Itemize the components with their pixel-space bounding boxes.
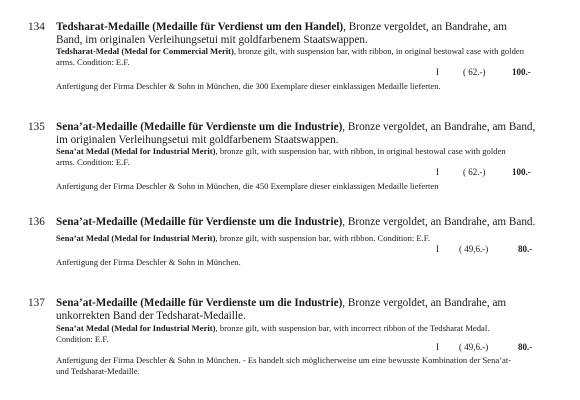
lot-grade: I xyxy=(436,244,439,254)
lot-price: 80.- xyxy=(518,244,533,254)
lot-title-de: Tedsharat-Medaille (Medaille für Verdienst um den Handel) xyxy=(56,21,344,33)
lot-title-en: Sena’at Medal (Medal for Industrial Merit) xyxy=(56,233,216,243)
lot-description-en xyxy=(56,46,526,68)
lot-description-en xyxy=(56,146,526,168)
lot-description-de xyxy=(56,21,536,47)
lot-details-en: , bronze gilt, with suspension bar, with incorrect ribbon of the Tedsharat Medal. Condition: E.F. xyxy=(56,323,490,344)
lot-details-de: , Bronze vergoldet, an Bandrahe, am Band, im originalen Verleihungsetui mit goldfarbenem Staatswappen. xyxy=(56,121,536,146)
lot-grade: I xyxy=(436,67,439,77)
lot-details-de: , Bronze vergoldet, an Bandrahe, am Band, im originalen Verleihungsetui mit goldfarbenem Staatswappen. xyxy=(56,21,507,46)
lot-estimate: ( 49,6.-) xyxy=(459,244,489,254)
lot-details-de: , Bronze vergoldet, an Bandrahe, am Band. xyxy=(342,216,536,228)
lot-description-en xyxy=(56,323,526,345)
lot-price: 80.- xyxy=(518,342,533,352)
lot-title-en: Sena’at Medal (Medal for Industrial Merit) xyxy=(56,146,216,156)
lot-note: Anfertigung der Firma Deschler & Sohn in München, die 300 Exemplare dieser einklassigen Medaille lieferten. xyxy=(56,81,441,91)
lot-title-de: Sena’at-Medaille (Medaille für Verdienste um die Industrie) xyxy=(56,297,343,309)
lot-details-en: , bronze gilt, with suspension bar, with ribbon, in original bestowal case with golden arms. Condition: E.F. xyxy=(56,146,506,167)
lot-title-de: Sena’at-Medaille (Medaille für Verdienste um die Industrie) xyxy=(56,216,343,228)
lot-description-en xyxy=(56,233,526,244)
lot-note: Anfertigung der Firma Deschler & Sohn in München. xyxy=(56,257,241,267)
lot-number: 136 xyxy=(28,216,45,228)
lot-title-en: Sena’at Medal (Medal for Industrial Merit) xyxy=(56,323,216,333)
lot-description-de xyxy=(56,121,536,147)
lot-price: 100.- xyxy=(512,167,531,177)
lot-details-en: , bronze gilt, with suspension bar, with ribbon. Condition: E.F. xyxy=(215,233,431,243)
lot-title-en: Tedsharat-Medal (Medal for Commercial Merit) xyxy=(56,46,234,56)
lot-description-de xyxy=(56,216,536,229)
lot-details-en: , bronze gilt, with suspension bar, with ribbon, in original bestowal case with golden arms. Condition: E.F. xyxy=(56,46,524,67)
lot-title-de: Sena’at-Medaille (Medaille für Verdienste um die Industrie) xyxy=(56,121,343,133)
lot-note: Anfertigung der Firma Deschler & Sohn in München. - Es handelt sich möglicherweise um eine bewusste Kombination der Sena’at- und Tedsharat-Medaille. xyxy=(56,355,512,376)
lot-estimate: ( 62.-) xyxy=(463,167,486,177)
lot-estimate: ( 49,6.-) xyxy=(459,342,489,352)
lot-grade: I xyxy=(436,342,439,352)
lot-details-de: , Bronze vergoldet, an Bandrahe, am unkorrekten Band der Tedsharat-Medaille. xyxy=(56,297,507,322)
lot-price: 100.- xyxy=(512,67,531,77)
lot-number: 135 xyxy=(28,121,45,133)
lot-estimate: ( 62.-) xyxy=(463,67,486,77)
lot-number: 137 xyxy=(28,297,45,309)
lot-description-de xyxy=(56,297,536,323)
lot-number: 134 xyxy=(28,21,45,33)
lot-grade: I xyxy=(436,167,439,177)
lot-note: Anfertigung der Firma Deschler & Sohn in München, die 450 Exemplare dieser einklassigen Medaille lieferten xyxy=(56,181,439,191)
